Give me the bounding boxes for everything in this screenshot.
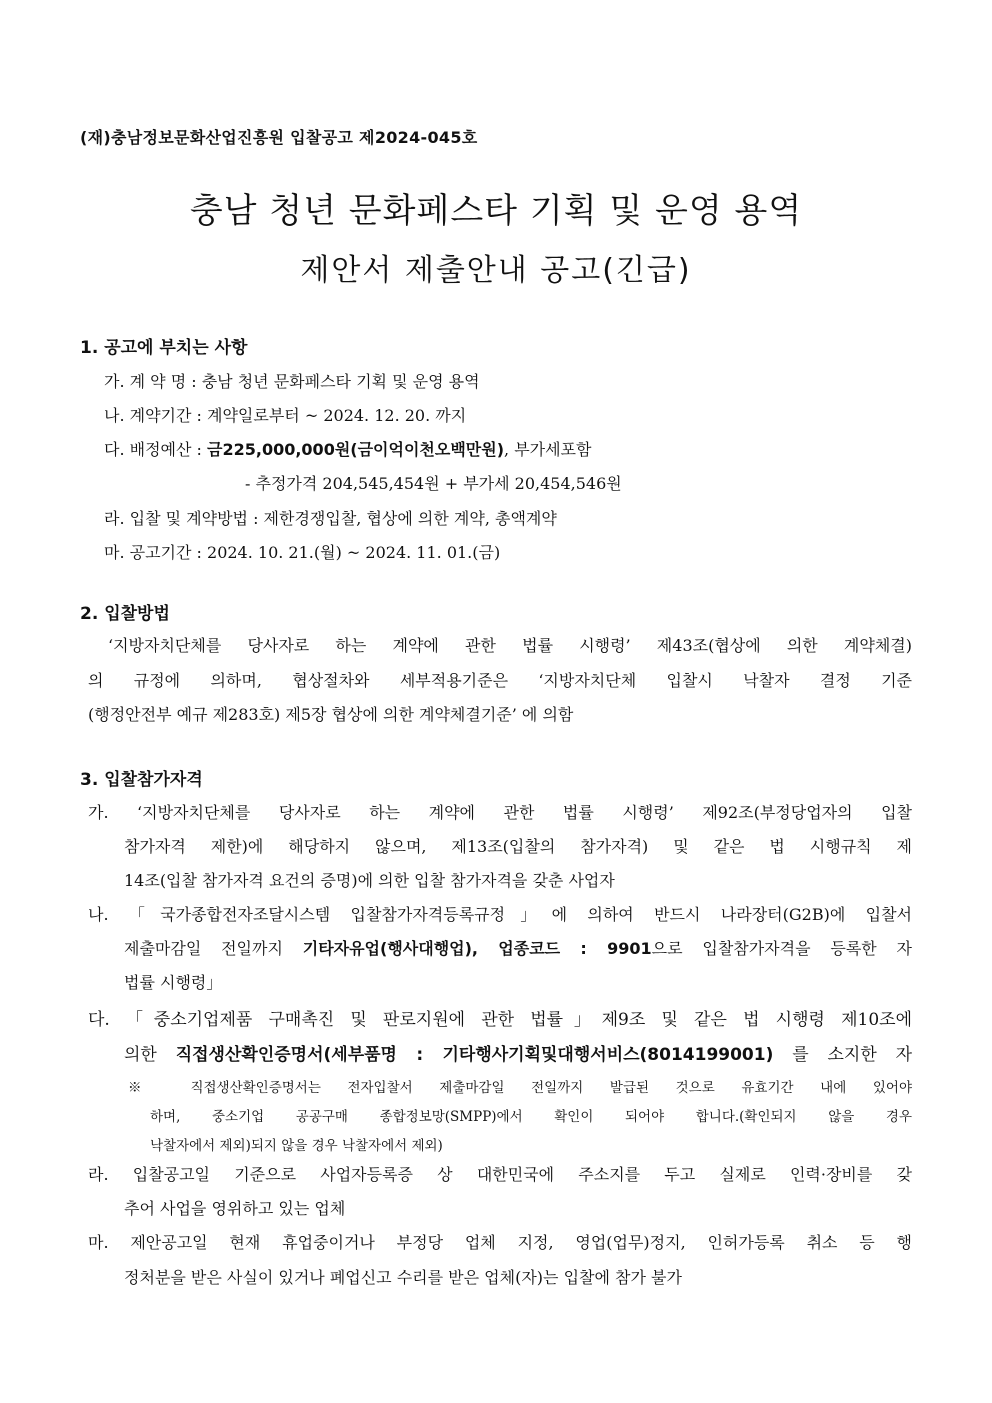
section3-heading: 3. 입찰참가자격 (80, 770, 203, 790)
section3-a-line2: 참가자격 제한)에 해당하지 않으며, 제13조(입찰의 참가자격) 및 같은 법 시행규칙 제 (124, 837, 912, 856)
direct-production-certificate: 직접생산확인증명서(세부품명 : 기타행사기획및대행서비스(8014199001) (175, 1045, 774, 1065)
b-line2-prefix: 제출마감일 전일까지 (124, 939, 303, 958)
section3-a-line3: 14조(입찰 참가자격 요건의 증명)에 의한 입찰 참가자격을 갖춘 사업자 (124, 871, 615, 890)
section2-heading: 2. 입찰방법 (80, 604, 170, 624)
section3-b-line1: 나. 「국가종합전자조달시스템 입찰참가자격등록규정」에 의하여 반드시 나라장터(G2B)에 입찰서 (88, 905, 912, 924)
section1-budget-detail: - 추정가격 204,545,454원 + 부가세 20,454,546원 (245, 474, 622, 493)
section3-note-line1: ※ 직접생산확인증명서는 전자입찰서 제출마감일 전일까지 발급된 것으로 유효기간 내에 있어야 (128, 1080, 912, 1096)
document-subtitle: 제안서 제출안내 공고(긴급) (300, 253, 692, 288)
b-line2-suffix: 으로 입찰참가자격을 등록한 자 (651, 939, 913, 958)
section1-item-contract-name: 가. 계 약 명 : 충남 청년 문화페스타 기획 및 운영 용역 (104, 372, 480, 391)
section2-line2: 의 규정에 의하며, 협상절차와 세부적용기준은 ‘지방자치단체 입찰시 낙찰자 결정 기준 (88, 671, 912, 690)
section3-c-line1: 다. 「중소기업제품 구매촉진 및 판로지원에 관한 법률」제9조 및 같은 법 시행령 제10조에 (88, 1010, 912, 1030)
section3-e-line1: 마. 제안공고일 현재 휴업중이거나 부정당 업체 지정, 영업(업무)정지, 인허가등록 취소 등 행 (88, 1233, 912, 1252)
budget-vat-note: , 부가세포함 (504, 440, 592, 459)
section1-item-budget (104, 437, 591, 460)
section1-item-notice-period: 마. 공고기간 : 2024. 10. 21.(월) ~ 2024. 11. 01.(금) (104, 543, 501, 562)
section3-b-line2 (124, 936, 912, 959)
c-line2-suffix: 를 소지한 자 (773, 1045, 913, 1065)
section3-d-line1: 라. 입찰공고일 기준으로 사업자등록증 상 대한민국에 주소지를 두고 실제로 인력·장비를 갖 (88, 1165, 912, 1184)
section1-item-bid-method: 라. 입찰 및 계약방법 : 제한경쟁입찰, 협상에 의한 계약, 총액계약 (104, 509, 557, 528)
section3-e-line2: 정처분을 받은 사실이 있거나 폐업신고 수리를 받은 업체(자)는 입찰에 참가 불가 (124, 1268, 682, 1287)
industry-code: 기타자유업(행사대행업), 업종코드 : 9901 (302, 939, 652, 958)
section2-line3: (행정안전부 예규 제283호) 제5장 협상에 의한 계약체결기준’ 에 의함 (88, 705, 574, 724)
section3-note-line3: 낙찰자에서 제외)되지 않을 경우 낙찰자에서 제외) (150, 1138, 443, 1154)
section3-note-line2: 하며, 중소기업 공공구매 종합정보망(SMPP)에서 확인이 되어야 합니다.(확인되지 않을 경우 (150, 1109, 912, 1125)
budget-label: 다. 배정예산 : (104, 440, 208, 459)
section3-c-line2 (124, 1040, 912, 1065)
document-title: 충남 청년 문화페스타 기획 및 운영 용역 (189, 191, 803, 231)
section3-a-line1: 가. ‘지방자치단체를 당사자로 하는 계약에 관한 법률 시행령’ 제92조(부정당업자의 입찰 (88, 803, 912, 822)
section1-item-contract-period: 나. 계약기간 : 계약일로부터 ~ 2024. 12. 20. 까지 (104, 406, 467, 425)
notice-number-header: (재)충남정보문화산업진흥원 입찰공고 제2024-045호 (80, 128, 478, 147)
c-line2-prefix: 의한 (124, 1045, 176, 1065)
budget-amount: 금225,000,000원(금이억이천오백만원) (207, 440, 505, 459)
section3-d-line2: 추어 사업을 영위하고 있는 업체 (124, 1199, 346, 1218)
section1-heading: 1. 공고에 부치는 사항 (80, 338, 248, 358)
section2-line1: ‘지방자치단체를 당사자로 하는 계약에 관한 법률 시행령’ 제43조(협상에 의한 계약체결) (108, 636, 912, 655)
section3-b-line3: 법률 시행령」 (124, 973, 223, 992)
